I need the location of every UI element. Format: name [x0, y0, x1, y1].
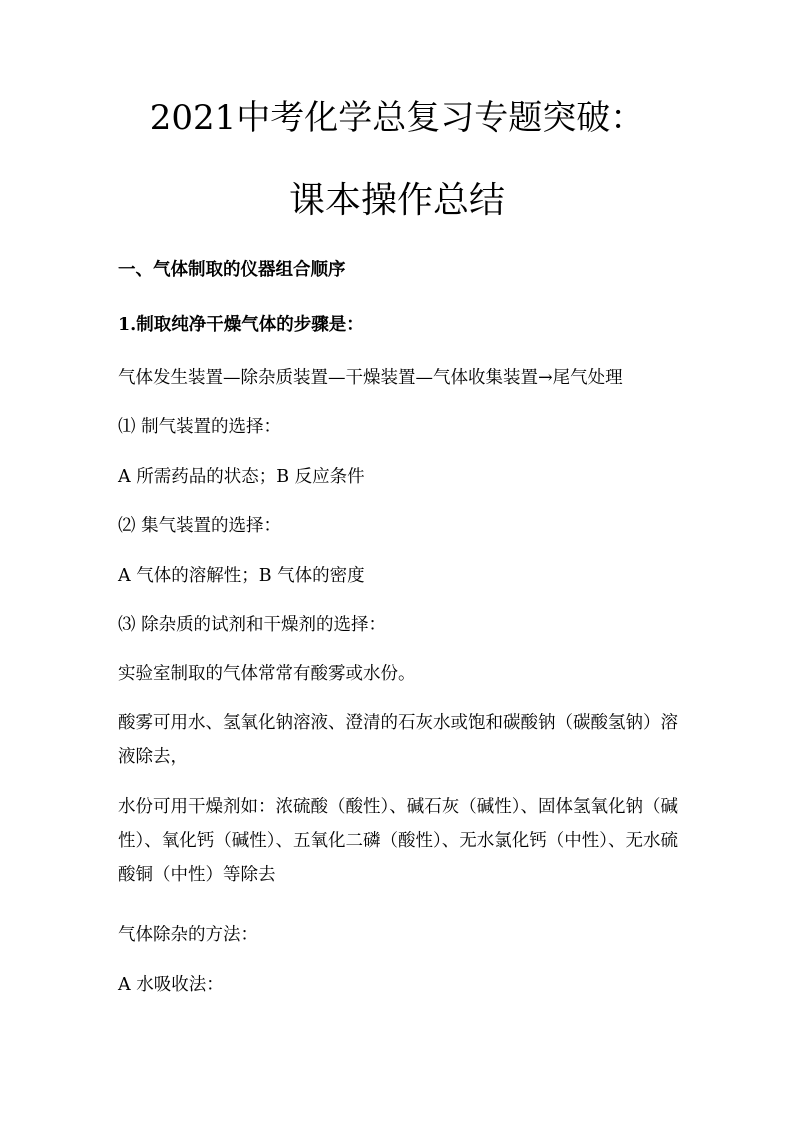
paragraph-3: 水份可用干燥剂如：浓硫酸（酸性）、碱石灰（碱性）、固体氢氧化钠（碱性）、氧化钙（碱性）、五氧化二磷（酸性）、无水氯化钙（中性）、无水硫酸铜（中性）等除去 [118, 797, 678, 885]
paragraph-5: A 水吸收法： [118, 975, 224, 995]
paragraph-1: 实验室制取的气体常常有酸雾或水份。 [118, 664, 416, 684]
section-heading: 一、气体制取的仪器组合顺序 [118, 260, 346, 280]
subsection-content-2: A 气体的溶解性；B 气体的密度 [118, 566, 365, 586]
steps-text: 气体发生装置—除杂质装置—干燥装置—气体收集装置→尾气处理 [118, 368, 623, 388]
subsection-heading-2: ⑵ 集气装置的选择： [118, 516, 282, 536]
document-title-line2: 课本操作总结 [288, 180, 505, 221]
paragraph-4: 气体除杂的方法： [118, 925, 258, 945]
item-heading: 1.制取纯净干燥气体的步骤是： [118, 315, 364, 335]
subsection-content-1: A 所需药品的状态；B 反应条件 [118, 467, 365, 487]
subsection-heading-1: ⑴ 制气装置的选择： [118, 417, 282, 437]
subsection-heading-3: ⑶ 除杂质的试剂和干燥剂的选择： [118, 615, 387, 635]
document-title-line1: 2021中考化学总复习专题突破： [149, 98, 645, 138]
paragraph-2: 酸雾可用水、氢氧化钠溶液、澄清的石灰水或饱和碳酸钠（碳酸氢钠）溶液除去， [118, 713, 678, 767]
